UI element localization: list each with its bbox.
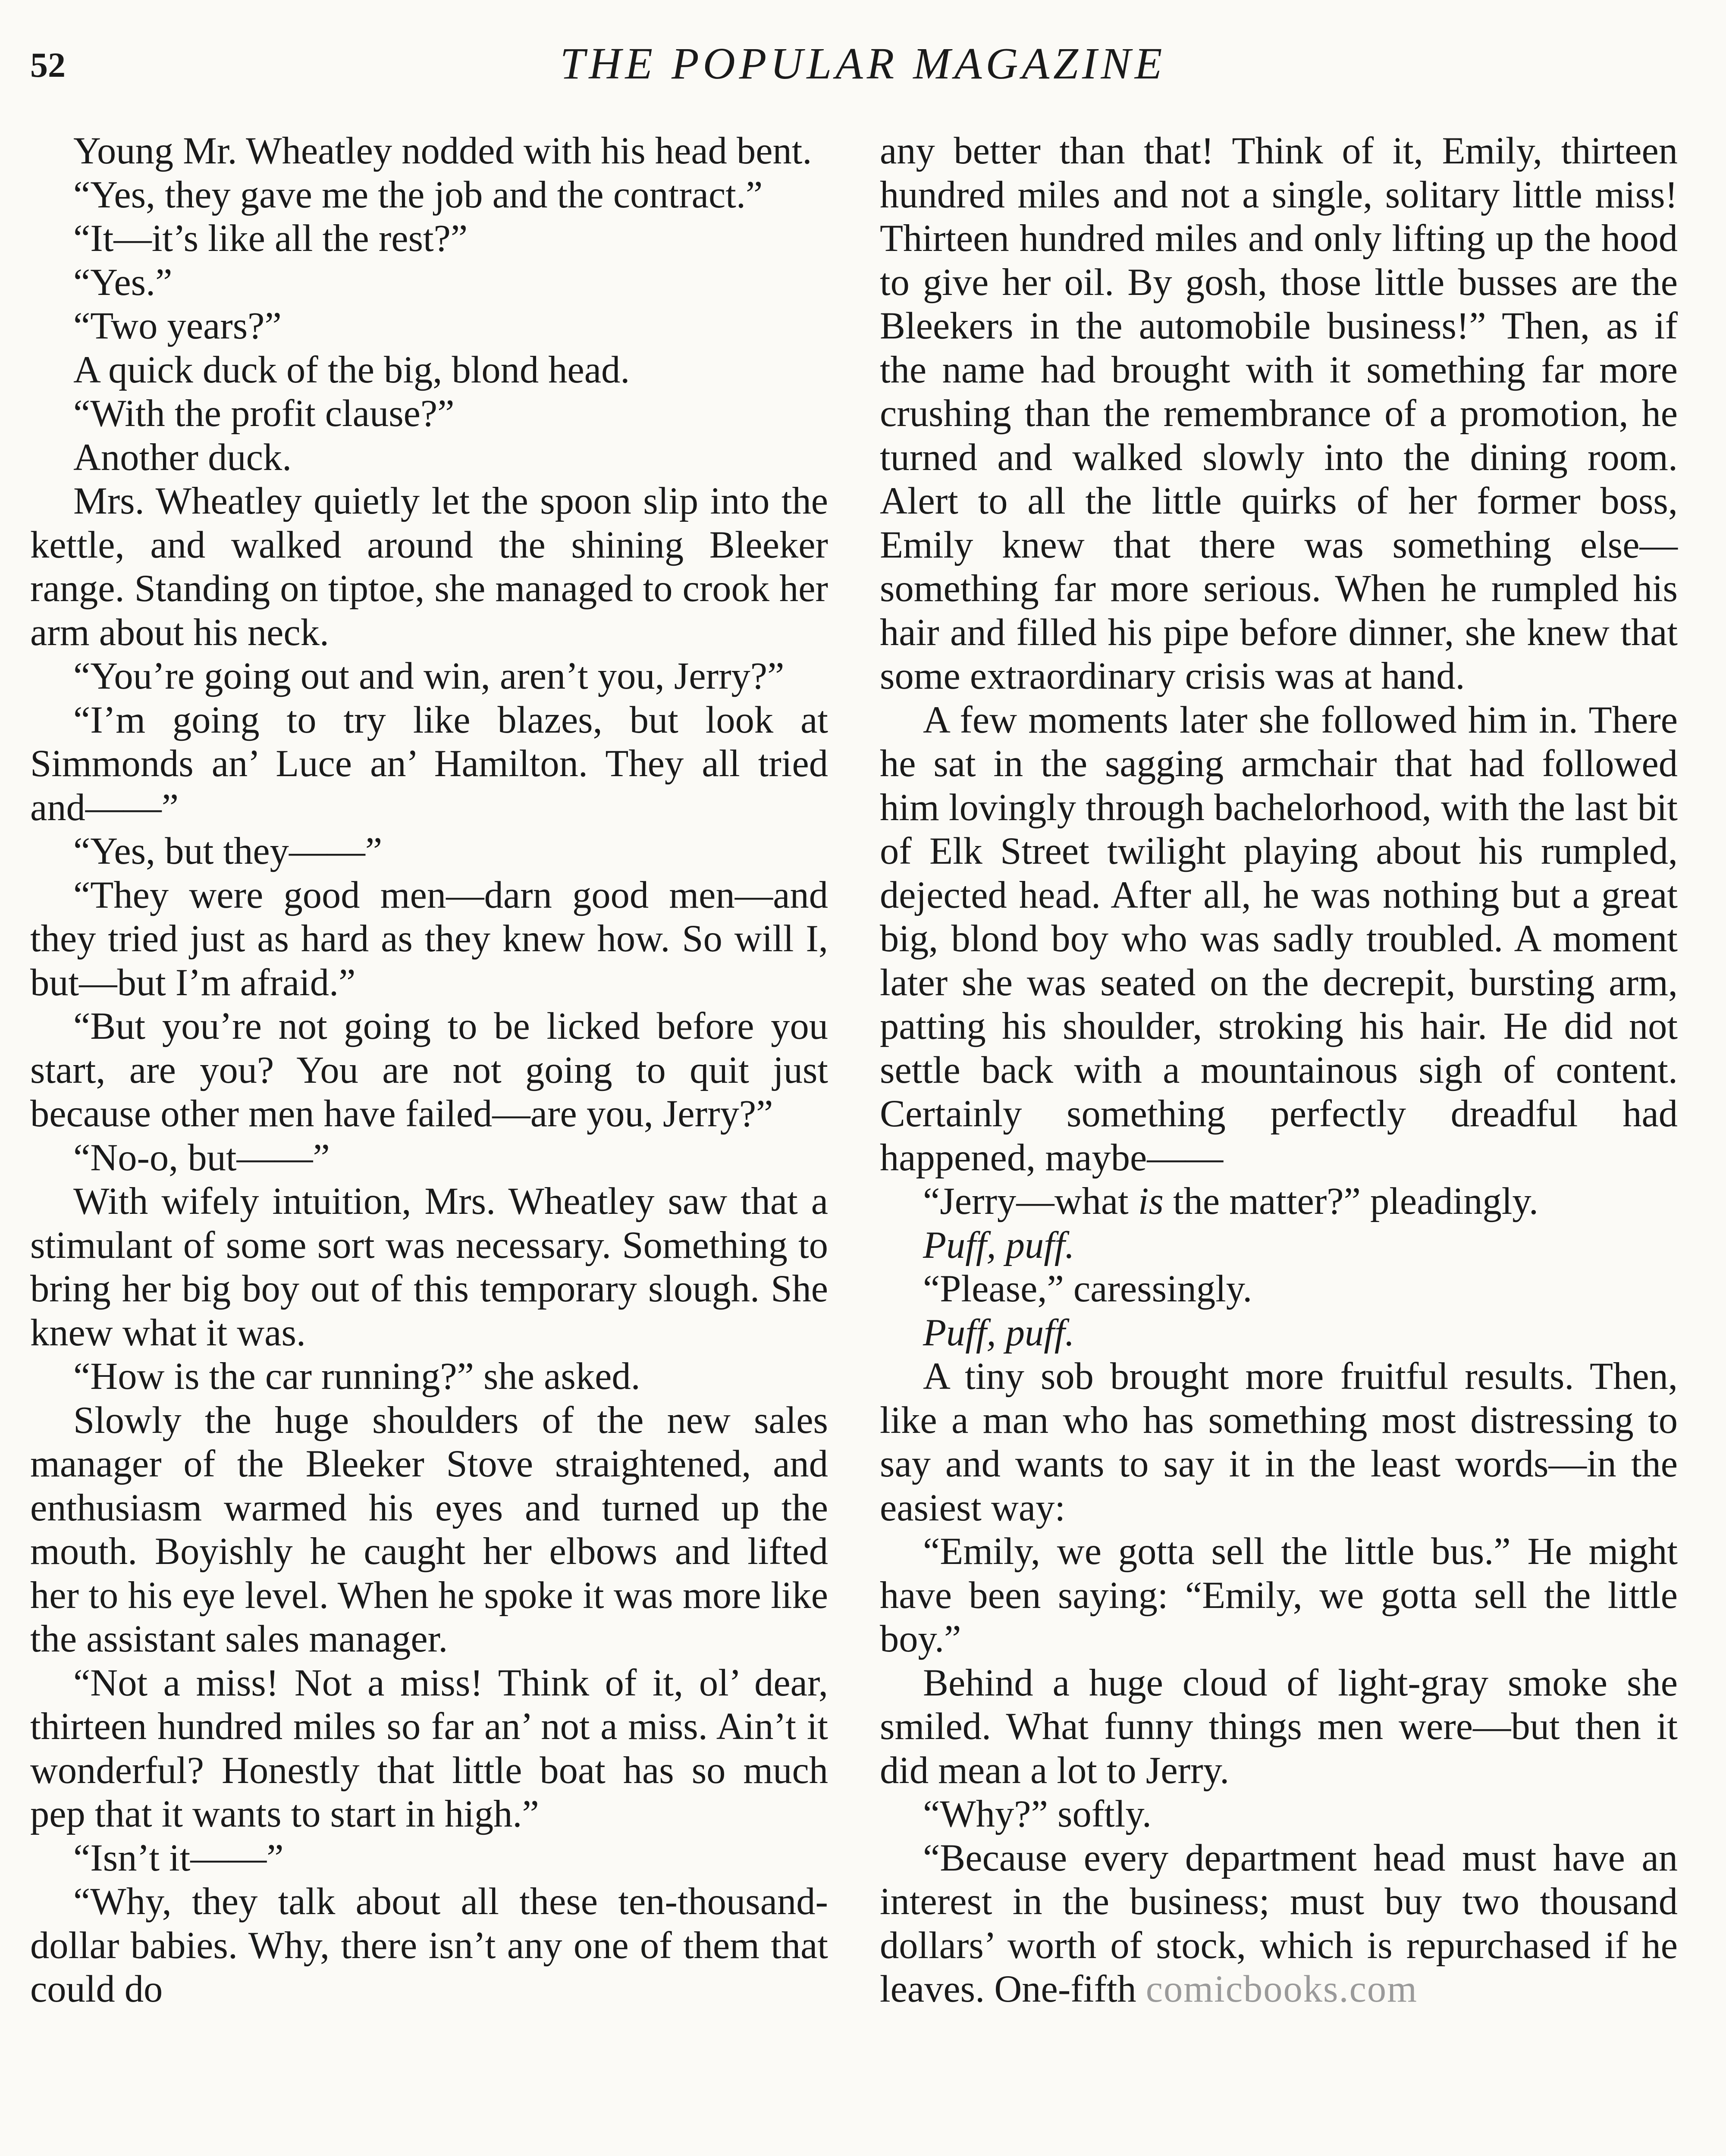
paragraph: “Emily, we gotta sell the little bus.” He might have been saying: “Emily, we gotta sell the little boy.” (880, 1530, 1678, 1660)
paragraph: “Yes.” (73, 261, 173, 304)
paragraph: “It—it’s like all the rest?” (73, 217, 468, 260)
page-number: 52 (30, 45, 66, 85)
paragraph: A few moments later she followed him in. There he sat in the sagging armchair that had followed him lovingly through bachelorhood, with the last bit of Elk Street twilight playing about his rumpled, dejected head. After all, he was nothing but a great big, blond boy who was sadly troubled. A moment later she was seated on the decrepit, bursting arm, patting his shoulder, stroking his hair. He did not settle back with a mountainous sigh of content. Certainly something perfectly dreadful had happened, maybe—— (880, 699, 1678, 1179)
paragraph: “You’re going out and win, aren’t you, Jerry?” (73, 655, 785, 697)
text-run: “Because every department head must have an interest in the business; must buy two thousand dollars’ worth of stock, which is repurchased if he leaves. One-fifth (880, 1836, 1678, 2010)
paragraph (880, 1224, 1678, 1268)
paragraph (880, 1180, 1678, 1224)
paragraph-continued: any better than that! Think of it, Emily, thirteen hundred miles and not a single, solitary little miss! Thirteen hundred miles and only lifting up the hood to give her oil. By gosh, those little busses are the Bleekers in the automobile business!” Then, as if the name had brought with it something far more crushing than the remembrance of a promotion, he turned and walked slowly into the dining room. Alert to all the little quirks of her former boss, Emily knew that there was something else—something far more serious. When he rumpled his hair and filled his pipe before dinner, she knew that some extraordinary crisis was at hand. (880, 130, 1678, 697)
paragraph: “Why, they talk about all these ten-thousand-dollar babies. Why, there isn’t any one of them that could do (30, 1880, 828, 2010)
text-run: the matter?” pleadingly. (1163, 1180, 1538, 1222)
italic-text: Puff, puff. (923, 1311, 1075, 1354)
paragraph: “Not a miss! Not a miss! Think of it, ol’ dear, thirteen hundred miles so far an’ not a miss. Ain’t it wonderful? Honestly that little boat has so much pep that it wants to start in high.” (30, 1661, 828, 1835)
italic-emphasis: is (1138, 1180, 1164, 1222)
paragraph: “Please,” caressingly. (923, 1268, 1252, 1310)
paragraph: “Isn’t it——” (73, 1836, 284, 1879)
magazine-title: THE POPULAR MAGAZINE (560, 39, 1166, 88)
paragraph: “They were good men—darn good men—and they tried just as hard as they knew how. So will I, but—but I’m afraid.” (30, 874, 828, 1004)
paragraph: Young Mr. Wheatley nodded with his head bent. (73, 130, 812, 172)
paragraph: Another duck. (73, 436, 292, 479)
paragraph: “Yes, they gave me the job and the contract.” (73, 173, 763, 216)
paragraph: Slowly the huge shoulders of the new sales manager of the Bleeker Stove straightened, and enthusiasm warmed his eyes and turned up the mouth. Boyishly he caught her elbows and lifted her to his eye level. When he spoke it was more like the assistant sales manager. (30, 1399, 828, 1660)
left-column (30, 129, 828, 2156)
page-header (0, 0, 1726, 103)
paragraph: “No-o, but——” (73, 1136, 330, 1179)
paragraph: A quick duck of the big, blond head. (73, 348, 630, 391)
right-column (880, 129, 1678, 2156)
watermark: comicbooks.com (1145, 1968, 1418, 2010)
paragraph: “I’m going to try like blazes, but look at Simmonds an’ Luce an’ Hamilton. They all tried and——” (30, 699, 828, 829)
paragraph (880, 1836, 1678, 2012)
paragraph: “Why?” softly. (923, 1793, 1152, 1835)
paragraph: “How is the car running?” she asked. (73, 1355, 640, 1398)
paragraph: A tiny sob brought more fruitful results. Then, like a man who has something most distressing to say and wants to say it in the least words—in the easiest way: (880, 1355, 1678, 1529)
paragraph: Behind a huge cloud of light-gray smoke she smiled. What funny things men were—but then it did mean a lot to Jerry. (880, 1661, 1678, 1792)
paragraph: “With the profit clause?” (73, 392, 455, 435)
paragraph: “Yes, but they——” (73, 830, 383, 872)
paragraph: With wifely intuition, Mrs. Wheatley saw that a stimulant of some sort was necessary. Something to bring her big boy out of this temporary slough. She knew what it was. (30, 1180, 828, 1354)
paragraph: “Two years?” (73, 305, 282, 347)
paragraph: “But you’re not going to be licked before you start, are you? You are not going to quit just because other men have failed—are you, Jerry?” (30, 1005, 828, 1135)
text-run: “Jerry—what (923, 1180, 1138, 1222)
paragraph: Mrs. Wheatley quietly let the spoon slip into the kettle, and walked around the shining Bleeker range. Standing on tiptoe, she managed to crook her arm about his neck. (30, 480, 828, 654)
italic-text: Puff, puff. (923, 1224, 1075, 1266)
paragraph (880, 1311, 1678, 1355)
